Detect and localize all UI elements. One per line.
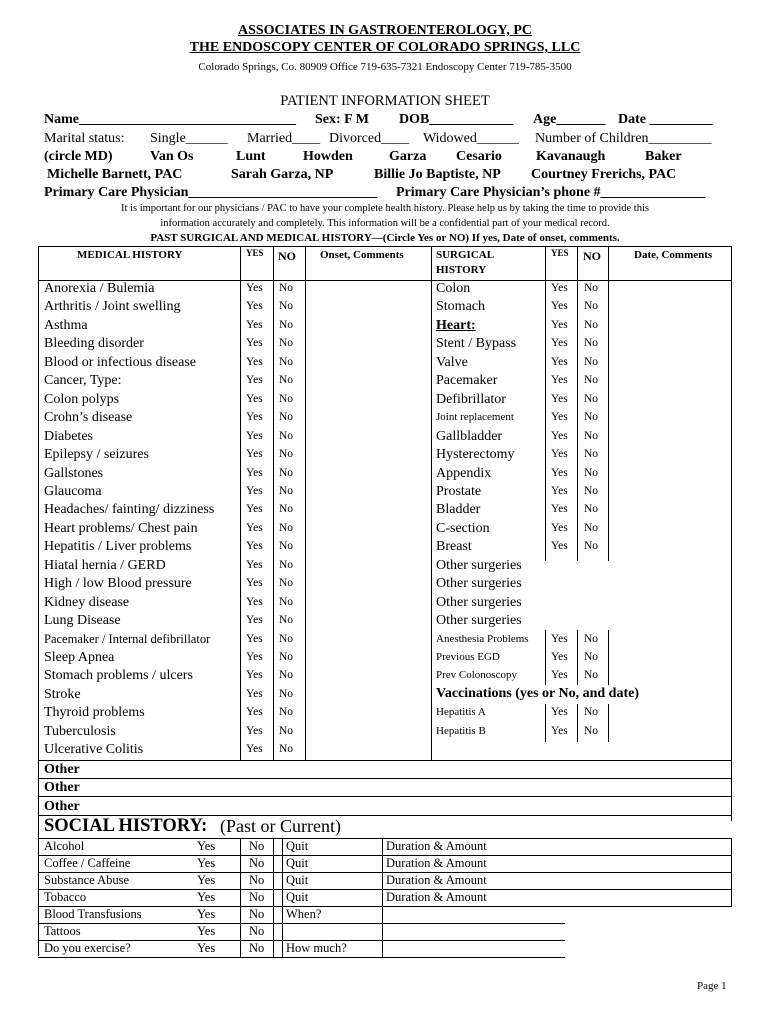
date-comments-header: Date, Comments [634, 249, 713, 261]
pcp-field[interactable]: Primary Care Physician___________________________ [44, 185, 378, 200]
yes-option[interactable]: Yes [246, 411, 263, 424]
medical-condition-label: Sleep Apnea [44, 650, 115, 665]
social-row-border [38, 855, 732, 856]
surgical-header: SURGICAL [436, 249, 495, 261]
no-option[interactable]: No [249, 924, 265, 938]
onset-comments-cell[interactable] [306, 410, 430, 427]
no-option[interactable]: No [279, 558, 294, 571]
date-comments-cell[interactable] [609, 373, 730, 390]
surgical-item-label: Anesthesia Problems [436, 632, 529, 645]
yes-option[interactable]: Yes [551, 411, 568, 424]
yes-option[interactable]: Yes [246, 282, 263, 294]
medical-condition-label: Stomach problems / ulcers [44, 668, 193, 684]
medical-condition-label: Lung Disease [44, 613, 121, 629]
social-item-label: Substance Abuse [44, 873, 130, 887]
no-option[interactable]: No [279, 282, 294, 294]
pcp-phone-field[interactable]: Primary Care Physician’s phone #_______________ [396, 185, 706, 200]
yes-option[interactable]: Yes [246, 743, 263, 756]
duration-amount-label[interactable]: Duration & Amount [386, 890, 487, 904]
col-vacc-no-border [577, 704, 578, 742]
social-detail-label[interactable]: Quit [286, 839, 309, 853]
date-comments-cell[interactable] [609, 724, 730, 741]
yes-option[interactable]: Yes [246, 632, 263, 645]
onset-comments-cell[interactable] [306, 724, 430, 741]
no-option[interactable]: No [584, 411, 599, 424]
dob-field[interactable]: DOB____________ [399, 112, 514, 127]
surgical-item-label: Hysterectomy [436, 447, 515, 463]
yes-option[interactable]: Yes [246, 337, 263, 350]
yes-option[interactable]: Yes [246, 706, 263, 719]
social-item-label: Blood Transfusions [44, 907, 142, 921]
surgical-item-label: Other surgeries [436, 613, 522, 629]
medical-condition-label: Tuberculosis [44, 723, 116, 739]
onset-comments-header: Onset, Comments [320, 249, 404, 261]
no-option[interactable]: No [584, 374, 599, 387]
col-anes-yes-border [545, 630, 546, 685]
no-option[interactable]: No [279, 632, 294, 645]
yes-option[interactable]: Yes [246, 540, 263, 553]
yes-option[interactable]: Yes [246, 521, 263, 534]
onset-comments-cell[interactable] [306, 687, 430, 704]
no-option[interactable]: No [279, 743, 294, 756]
md-howden[interactable]: Howden [303, 149, 353, 164]
no-option[interactable]: No [584, 521, 599, 534]
col-yes-border [240, 246, 241, 760]
medical-condition-label: Thyroid problems [44, 705, 145, 721]
history-instructions: PAST SURGICAL AND MEDICAL HISTORY—(Circle Yes or NO) If yes, Date of onset, comments. [150, 232, 620, 244]
no-option[interactable]: No [279, 337, 294, 350]
yes-option[interactable]: Yes [551, 337, 568, 350]
duration-amount-label[interactable]: Duration & Amount [386, 873, 487, 887]
yes-option[interactable]: Yes [551, 540, 568, 553]
no-option[interactable]: No [584, 355, 599, 368]
onset-comments-cell[interactable] [306, 336, 430, 353]
no-option[interactable]: No [584, 448, 599, 461]
yes-header-2: YES [551, 248, 569, 258]
practice-name: ASSOCIATES IN GASTROENTEROLOGY, PC [237, 23, 533, 38]
social-row-border [38, 906, 732, 907]
practice-address: Colorado Springs, Co. 80909 Office 719-635-7321 Endoscopy Center 719-785-3500 [198, 61, 572, 73]
np-garza[interactable]: Sarah Garza, NP [231, 167, 334, 182]
children-field[interactable]: Number of Children_________ [535, 131, 712, 146]
no-option[interactable]: No [279, 429, 294, 442]
yes-option[interactable]: Yes [246, 355, 263, 368]
medical-condition-label: High / low Blood pressure [44, 576, 192, 592]
surgical-item-label: Other surgeries [436, 594, 522, 610]
medical-condition-label: Arthritis / Joint swelling [44, 299, 181, 315]
no-option[interactable]: No [584, 466, 599, 479]
social-item-label: Alcohol [44, 839, 85, 853]
yes-option[interactable]: Yes [197, 890, 216, 904]
no-option[interactable]: No [584, 706, 599, 719]
pac-frerichs[interactable]: Courtney Frerichs, PAC [531, 167, 677, 182]
table-right-border [731, 246, 732, 821]
marital-divorced[interactable]: Divorced____ [329, 131, 410, 146]
onset-comments-cell[interactable] [306, 558, 430, 575]
date-field[interactable]: Date _________ [618, 112, 713, 127]
no-option[interactable]: No [584, 540, 599, 553]
onset-comments-cell[interactable] [306, 484, 430, 501]
no-option[interactable]: No [584, 282, 599, 294]
onset-comments-cell[interactable] [306, 299, 430, 316]
table-top-border [38, 246, 732, 247]
medical-condition-label: Gallstones [44, 465, 104, 481]
medical-condition-label: Colon polyps [44, 391, 120, 407]
social-detail-label[interactable]: When? [286, 907, 322, 921]
medical-condition-label: Stroke [44, 686, 81, 702]
surgical-item-label: Pacemaker [436, 373, 498, 389]
yes-option[interactable]: Yes [246, 687, 263, 700]
md-garza[interactable]: Garza [389, 149, 427, 164]
sheet-title: PATIENT INFORMATION SHEET [280, 93, 490, 109]
onset-comments-cell[interactable] [306, 521, 430, 538]
surgical-item-label: Prev Colonoscopy [436, 669, 517, 682]
medical-condition-label: Epilepsy / seizures [44, 447, 149, 463]
onset-comments-cell[interactable] [306, 429, 430, 446]
yes-option[interactable]: Yes [246, 724, 263, 737]
md-baker[interactable]: Baker [645, 149, 682, 164]
col-vacc-yes-border [545, 704, 546, 742]
no-option[interactable]: No [279, 318, 294, 331]
no-option[interactable]: No [584, 669, 599, 682]
no-option[interactable]: No [584, 337, 599, 350]
no-option[interactable]: No [279, 687, 294, 700]
col-anes-no-border [577, 630, 578, 685]
yes-option[interactable]: Yes [551, 669, 568, 682]
col-surgical-border [431, 246, 432, 760]
social-history-title: SOCIAL HISTORY: [44, 816, 208, 836]
no-option[interactable]: No [279, 448, 294, 461]
social-col-border [273, 838, 274, 957]
no-option[interactable]: No [279, 300, 294, 313]
surgical-item-label: Hepatitis B [436, 724, 486, 737]
date-comments-cell[interactable] [609, 318, 730, 335]
medical-condition-label: Blood or infectious disease [44, 354, 197, 370]
date-comments-cell[interactable] [609, 447, 730, 464]
no-option[interactable]: No [249, 839, 265, 853]
no-option[interactable]: No [249, 941, 265, 955]
other-row-border-2 [38, 796, 732, 797]
no-option[interactable]: No [249, 873, 265, 887]
pac-barnett[interactable]: Michelle Barnett, PAC [47, 167, 183, 182]
marital-married[interactable]: Married____ [247, 131, 321, 146]
no-option[interactable]: No [249, 890, 265, 904]
no-header-2: NO [583, 249, 601, 263]
date-comments-cell[interactable] [609, 410, 730, 427]
no-option[interactable]: No [279, 595, 294, 608]
col-surg-yes-border [545, 246, 546, 561]
col-surg-no-border [577, 246, 578, 561]
yes-option[interactable]: Yes [551, 448, 568, 461]
onset-comments-cell[interactable] [306, 632, 430, 649]
marital-widowed[interactable]: Widowed______ [423, 131, 519, 146]
no-option[interactable]: No [279, 503, 294, 516]
surgical-item-label: Vaccinations (yes or No, and date) [436, 685, 640, 701]
date-comments-cell[interactable] [609, 281, 730, 298]
no-option[interactable]: No [584, 392, 599, 405]
no-option[interactable]: No [279, 706, 294, 719]
date-comments-cell[interactable] [609, 299, 730, 316]
intro-line-2: information accurately and completely. This information will be a confidential part of your medical record. [160, 218, 610, 229]
onset-comments-cell[interactable] [306, 502, 430, 519]
date-comments-cell[interactable] [609, 429, 730, 446]
surgical-item-label: Stent / Bypass [436, 336, 517, 352]
yes-option[interactable]: Yes [246, 614, 263, 627]
other-condition-label[interactable]: Other [44, 780, 80, 796]
yes-option[interactable]: Yes [551, 724, 568, 737]
social-row-border [38, 923, 565, 924]
no-option[interactable]: No [584, 632, 599, 645]
date-comments-cell[interactable] [609, 336, 730, 353]
social-detail-label[interactable]: Quit [286, 856, 309, 870]
surgical-header-2: HISTORY [436, 264, 487, 276]
onset-comments-cell[interactable] [306, 392, 430, 409]
yes-option[interactable]: Yes [246, 429, 263, 442]
center-name: THE ENDOSCOPY CENTER OF COLORADO SPRINGS, LLC [189, 40, 581, 55]
no-header: NO [278, 249, 296, 263]
no-option[interactable]: No [279, 355, 294, 368]
onset-comments-cell[interactable] [306, 595, 430, 612]
onset-comments-cell[interactable] [306, 318, 430, 335]
yes-option[interactable]: Yes [551, 300, 568, 313]
social-detail-label[interactable]: How much? [286, 941, 347, 955]
onset-comments-cell[interactable] [306, 742, 430, 759]
sex-field[interactable]: Sex: F M [315, 112, 369, 127]
no-option[interactable]: No [279, 614, 294, 627]
social-col-border [382, 838, 383, 957]
social-detail-label[interactable]: Quit [286, 873, 309, 887]
medical-condition-label: Pacemaker / Internal defibrillator [44, 631, 211, 646]
np-baptiste[interactable]: Billie Jo Baptiste, NP [374, 167, 501, 182]
yes-option[interactable]: Yes [246, 484, 263, 497]
onset-comments-cell[interactable] [306, 668, 430, 685]
no-option[interactable]: No [279, 484, 294, 497]
social-item-label: Coffee / Caffeine [44, 856, 131, 870]
surgical-item-label: Defibrillator [436, 391, 506, 407]
surgical-item-label: Prostate [436, 483, 482, 499]
date-comments-cell[interactable] [609, 632, 730, 649]
yes-option[interactable]: Yes [246, 392, 263, 405]
intro-line-1: It is important for our physicians / PAC to have your complete health history. Please help us by taking the time to provide this [121, 203, 649, 214]
no-option[interactable]: No [279, 521, 294, 534]
yes-header: YES [246, 248, 264, 258]
social-detail-label[interactable]: Quit [286, 890, 309, 904]
surgical-item-label: Hepatitis A [436, 706, 486, 719]
yes-option[interactable]: Yes [246, 558, 263, 571]
date-comments-cell[interactable] [609, 668, 730, 685]
no-option[interactable]: No [279, 392, 294, 405]
marital-single[interactable]: Single______ [150, 131, 228, 146]
onset-comments-cell[interactable] [306, 613, 430, 630]
onset-comments-cell[interactable] [306, 466, 430, 483]
date-comments-cell[interactable] [609, 392, 730, 409]
social-col-border [240, 838, 241, 957]
yes-option[interactable]: Yes [197, 856, 216, 870]
social-history-subtitle: (Past or Current) [220, 816, 341, 836]
no-option[interactable]: No [584, 724, 599, 737]
medical-condition-label: Diabetes [44, 428, 93, 444]
date-comments-cell[interactable] [609, 521, 730, 538]
yes-option[interactable]: Yes [551, 706, 568, 719]
surgical-item-label: Gallbladder [436, 428, 503, 444]
date-comments-cell[interactable] [609, 705, 730, 722]
social-item-label: Tobacco [44, 890, 87, 904]
yes-option[interactable]: Yes [551, 318, 568, 331]
no-option[interactable]: No [279, 577, 294, 590]
yes-option[interactable]: Yes [551, 503, 568, 516]
social-item-label: Do you exercise? [44, 941, 131, 955]
medical-condition-label: Headaches/ fainting/ dizziness [44, 502, 215, 518]
social-item-label: Tattoos [44, 924, 81, 938]
marital-label: Marital status: [44, 131, 125, 146]
yes-option[interactable]: Yes [246, 318, 263, 331]
surgical-item-label: Other surgeries [436, 576, 522, 592]
medical-condition-label: Cancer, Type: [44, 373, 122, 389]
onset-comments-cell[interactable] [306, 650, 430, 667]
date-comments-cell[interactable] [609, 466, 730, 483]
yes-option[interactable]: Yes [551, 521, 568, 534]
duration-amount-label[interactable]: Duration & Amount [386, 839, 487, 853]
surgical-item-label: Other surgeries [436, 557, 522, 573]
yes-option[interactable]: Yes [551, 429, 568, 442]
name-field[interactable]: Name_______________________________ [44, 112, 296, 127]
medical-condition-label: Anorexia / Bulemia [44, 281, 155, 296]
surgical-item-label: Valve [436, 354, 468, 370]
yes-option[interactable]: Yes [246, 595, 263, 608]
yes-option[interactable]: Yes [197, 924, 216, 938]
yes-option[interactable]: Yes [246, 448, 263, 461]
medical-history-header: MEDICAL HISTORY [77, 249, 183, 261]
surgical-item-label: C-section [436, 520, 490, 536]
no-option[interactable]: No [249, 856, 265, 870]
other-row-border-1 [38, 778, 732, 779]
surgical-item-label: Bladder [436, 502, 481, 518]
medical-condition-label: Hepatitis / Liver problems [44, 539, 192, 555]
medical-condition-label: Kidney disease [44, 594, 130, 610]
onset-comments-cell[interactable] [306, 705, 430, 722]
no-option[interactable]: No [279, 540, 294, 553]
medical-condition-label: Glaucoma [44, 483, 102, 499]
no-option[interactable]: No [584, 300, 599, 313]
yes-option[interactable]: Yes [197, 839, 216, 853]
md-kavanaugh[interactable]: Kavanaugh [536, 149, 606, 164]
yes-option[interactable]: Yes [246, 577, 263, 590]
date-comments-cell[interactable] [609, 502, 730, 519]
social-row-border [38, 889, 732, 890]
yes-option[interactable]: Yes [246, 503, 263, 516]
page-number: Page 1 [697, 980, 727, 992]
medical-condition-label: Hiatal hernia / GERD [44, 557, 166, 573]
no-option[interactable]: No [279, 466, 294, 479]
age-field[interactable]: Age_______ [533, 112, 606, 127]
no-option[interactable]: No [584, 429, 599, 442]
yes-option[interactable]: Yes [551, 466, 568, 479]
no-option[interactable]: No [584, 503, 599, 516]
no-option[interactable]: No [279, 669, 294, 682]
no-option[interactable]: No [279, 651, 294, 663]
no-option[interactable]: No [584, 651, 599, 663]
onset-comments-cell[interactable] [306, 539, 430, 556]
date-comments-cell[interactable] [609, 650, 730, 667]
other-condition-label[interactable]: Other [44, 762, 80, 777]
surgical-item-label: Stomach [436, 299, 485, 315]
other-top-border [38, 760, 732, 761]
yes-option[interactable]: Yes [246, 651, 263, 663]
social-row-border [38, 872, 732, 873]
yes-option[interactable]: Yes [246, 669, 263, 682]
medical-condition-label: Ulcerative Colitis [44, 742, 144, 758]
social-right-border [731, 838, 732, 906]
no-option[interactable]: No [249, 907, 265, 921]
yes-option[interactable]: Yes [246, 466, 263, 479]
social-col-border [282, 838, 283, 957]
onset-comments-cell[interactable] [306, 447, 430, 464]
other-condition-label[interactable]: Other [44, 798, 80, 814]
date-comments-cell[interactable] [609, 484, 730, 501]
col-no-border [273, 246, 274, 760]
onset-comments-cell[interactable] [306, 576, 430, 593]
social-top-border [38, 838, 732, 839]
no-option[interactable]: No [584, 484, 599, 497]
yes-option[interactable]: Yes [551, 282, 568, 294]
yes-option[interactable]: Yes [551, 632, 568, 645]
surgical-item-label: Appendix [436, 465, 492, 481]
no-option[interactable]: No [584, 318, 599, 331]
surgical-item-label: Heart: [436, 317, 476, 333]
date-comments-cell[interactable] [609, 539, 730, 556]
circle-md-label: (circle MD) [44, 149, 113, 164]
surgical-item-label: Previous EGD [436, 651, 500, 663]
yes-option[interactable]: Yes [551, 484, 568, 497]
md-van-os[interactable]: Van Os [150, 149, 194, 164]
duration-amount-label[interactable]: Duration & Amount [386, 856, 487, 870]
medical-condition-label: Crohn’s disease [44, 410, 133, 426]
medical-condition-label: Asthma [44, 317, 88, 333]
social-row-border [38, 957, 565, 958]
onset-comments-cell[interactable] [306, 355, 430, 372]
no-option[interactable]: No [279, 374, 294, 387]
yes-option[interactable]: Yes [551, 355, 568, 368]
yes-option[interactable]: Yes [197, 907, 216, 921]
table-left-border [38, 246, 39, 956]
yes-option[interactable]: Yes [197, 941, 216, 955]
no-option[interactable]: No [279, 411, 294, 424]
medical-condition-label: Heart problems/ Chest pain [44, 520, 198, 536]
surgical-item-label: Joint replacement [436, 411, 514, 424]
surgical-item-label: Breast [436, 539, 472, 555]
md-cesario[interactable]: Cesario [456, 149, 502, 164]
no-option[interactable]: No [279, 724, 294, 737]
yes-option[interactable]: Yes [197, 873, 216, 887]
yes-option[interactable]: Yes [551, 651, 568, 663]
yes-option[interactable]: Yes [551, 374, 568, 387]
onset-comments-cell[interactable] [306, 281, 430, 298]
yes-option[interactable]: Yes [551, 392, 568, 405]
surgical-item-label: Colon [436, 281, 471, 296]
md-lunt[interactable]: Lunt [236, 149, 266, 164]
yes-option[interactable]: Yes [246, 300, 263, 313]
date-comments-cell[interactable] [609, 355, 730, 372]
yes-option[interactable]: Yes [246, 374, 263, 387]
onset-comments-cell[interactable] [306, 373, 430, 390]
medical-condition-label: Bleeding disorder [44, 336, 144, 352]
